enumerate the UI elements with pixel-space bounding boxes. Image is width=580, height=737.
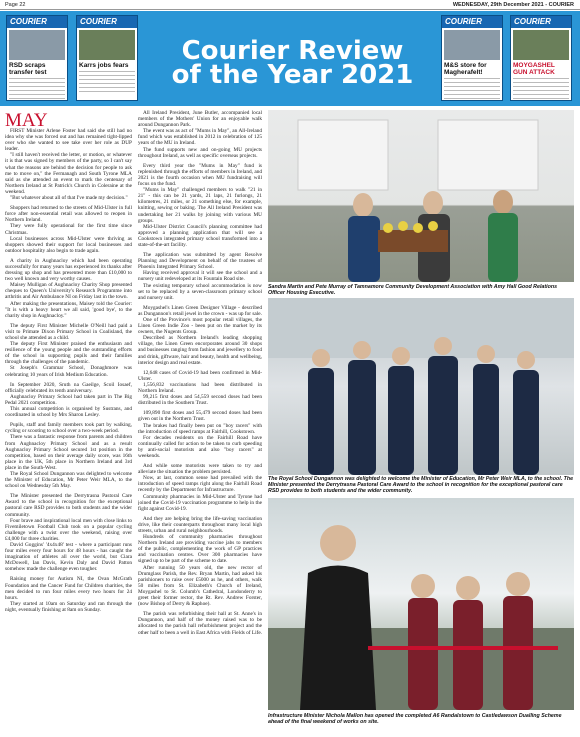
person-body bbox=[473, 364, 499, 475]
article-paragraph: Now, at last, common sense had prevailed with the introduction of speed ramps right along the Fairhill Road recently by the Department for Infrastructure. bbox=[138, 475, 262, 494]
page-title-line-1: Courier Review bbox=[181, 36, 404, 66]
article-paragraph: David Goggins' '4x4x48' test - where a participant runs four miles every four hours for 48 hours - has caught the imagination of athletes all over the world, but Ciara McDowell, Ian Davis, Kevin Daly and David Patton somehow made the challenge even tougher. bbox=[5, 542, 132, 573]
person-head bbox=[423, 191, 443, 215]
building-window bbox=[298, 120, 388, 190]
article-paragraph: 109,890 first doses and 55,479 second doses had been given out in the Northern Trust. bbox=[138, 410, 262, 423]
article-paragraph: "I still haven't received the letter, or motion, or whatever it is that was signed by members of the party, so I can't say what the reasons are behind the decision for people to ask me to move on," the Fermanagh and South Tyrone MLA said as she attended an event to mark the centenary of Northern Ireland at St Patrick's Church in Coleraine at the weekend. bbox=[5, 152, 132, 195]
article-paragraph: "But whatever about all of that I've made my decision." bbox=[10, 195, 128, 202]
thumbnail-text-lines bbox=[9, 78, 65, 101]
article-paragraph: The deputy First Minister Michelle O'Neill had paid a visit to Primate Dixon Primary School in Coalisland, the school she attended as a child. bbox=[5, 322, 132, 341]
child-body bbox=[408, 598, 438, 710]
publication-date: WEDNESDAY, 29th December 2021 - COURIER bbox=[452, 2, 574, 8]
article-paragraph: Shoppers had returned to the streets of Mid-Ulster in full force after non-essential retail was allowed to reopen in Northern Ireland. bbox=[5, 205, 132, 224]
person-body bbox=[348, 216, 380, 282]
article-paragraph: All Ireland President, June Butler, accompanied local members of the Mothers' Union for an enjoyable walk around Dungannon Park. bbox=[138, 110, 262, 129]
person-body bbox=[488, 213, 518, 282]
article-paragraph: Moygashel's Linen Green Designer Village - described as Dungannon's retail jewel in the crown - was up for sale. bbox=[138, 304, 262, 317]
page-title bbox=[150, 36, 435, 90]
article-paragraph: 99,215 first doses and 54,559 second doses had been distributed in the Southern Trust. bbox=[138, 394, 262, 407]
thumbnail-headline: M&S store for Magherafelt! bbox=[444, 62, 487, 76]
child-head bbox=[506, 572, 530, 596]
person-head bbox=[517, 351, 535, 369]
article-paragraph: After making the presentations, Maisey told the Courier: "It is with a heavy heart we all said, 'good bye', to the charity shop in Aughnacloy." bbox=[5, 300, 132, 319]
person-body bbox=[300, 566, 376, 711]
article-paragraph: Hundreds of community pharmacies throughout Northern Ireland are providing vaccine jabs to members of the public, complementing the work of GP practices and vaccination centres. Over 300 pharmacies have signed up to be part of the scheme to date. bbox=[138, 534, 262, 565]
front-page-thumbnail bbox=[510, 15, 572, 101]
photo-tamnamore-flowers bbox=[268, 110, 574, 282]
person-body bbox=[308, 368, 334, 475]
photo-3-illustration bbox=[268, 498, 574, 710]
article-paragraph: Pupils, staff and family members took part by walking, cycling or scooting to school over a two-week period. bbox=[5, 422, 132, 435]
flower bbox=[428, 221, 438, 231]
article-paragraph: There was a fantastic response from parents and children from Aughnacloy Primary School and as a result Aughnacloy Primary School secured 1st position in the competition, based on their average daily score, was 16th place in the UK, 5th place in Northern Ireland and 3rd place in the South-West. bbox=[5, 434, 132, 471]
article-paragraph: Maisey Mulligan of Aughnacloy Charity Shop presented cheques to Queen's University's Research Programme into arthritis and Air Ambulance NI on Friday last in the town. bbox=[5, 282, 132, 301]
article-paragraph: The Royal School Dungannon was delighted to welcome the Minister of Education, Mr Peter Weir MLA, to the school on Wednesday 5th May. bbox=[5, 470, 132, 490]
article-paragraph: Community pharmacies in Mid-Ulster and Tyrone had joined the Covid-19 vaccination programme to help in the fight against Covid-19. bbox=[138, 493, 262, 512]
article-paragraph: The brakes had finally been put on "boy racers" with the introduction of speed ramps at Fairhill, Cookstown. bbox=[138, 422, 262, 435]
photo-caption: The Royal School Dungannon was delighted to welcome the Minister of Education, Mr Peter Weir MLA, to the school. The Minister presented the Derrytrasna Pastoral Care Award to the school in recognition for the exceptional pastoral care RSD provides to both students and the wider community. bbox=[268, 476, 574, 494]
photo-2-illustration bbox=[268, 298, 574, 475]
person-body bbox=[388, 366, 414, 475]
article-paragraph: The application was submitted by agent Resolve Planning and Development on behalf of the trustees of Phoenix Integrated Primary School. bbox=[138, 252, 262, 271]
article-column-middle bbox=[138, 110, 262, 708]
person-body bbox=[428, 356, 458, 475]
article-paragraph: Every third year the "Mums in May" fund is replenished through the efforts of members in Ireland, and 2021 is the fourth occasion when MU fundraising will focus on the fund. bbox=[138, 162, 262, 188]
person-head bbox=[392, 347, 410, 365]
article-paragraph: They were fully operational for the first time since Christmas. bbox=[5, 223, 132, 236]
month-heading: MAY bbox=[5, 110, 48, 131]
thumbnail-photo bbox=[79, 30, 135, 60]
article-paragraph: FIRST Minister Arlene Foster had said she still had no idea why she was forced out and has remained tight-lipped over who she wanted to see take over her role as DUP leader. bbox=[5, 128, 132, 153]
thumbnail-text-lines bbox=[79, 71, 135, 95]
thumbnail-masthead: COURIER bbox=[77, 16, 137, 28]
photo-1-illustration bbox=[268, 110, 574, 282]
person-head bbox=[493, 190, 513, 214]
photo-caption: Sandra Martin and Pete Murray of Tamnamore Community Development Association with Amy Hall Good Relations Officer Housing Executive. bbox=[268, 284, 558, 296]
person-head bbox=[353, 193, 373, 217]
article-paragraph: The fund supports new and on-going MU projects throughout Ireland, as well as specific overseas projects. bbox=[138, 146, 262, 159]
flower bbox=[398, 221, 408, 231]
article-paragraph: They started at 10am on Saturday and ran through the night, eventually finishing at 8am on Sunday. bbox=[5, 600, 132, 613]
article-paragraph: "Mums in May" challenged members to walk "21 in 21" - this can be 21 yards, 21 laps, 21 furlongs, 21 kilometres, 21 miles, or 21 something else, for example, knitting, sewing or baking. The All Ireland President was undertaking her 21 walks by joining with various MU groups. bbox=[138, 187, 262, 224]
article-paragraph: Aughnacloy Primary School had taken part in The Big Pedal 2021 competition. bbox=[5, 393, 132, 406]
photo-a6-ribbon-cutting bbox=[268, 498, 574, 710]
article-paragraph: In September 2020, Sruth na Gaeilge, Scoil Iosaef, officially celebrated its tenth anniversary. bbox=[5, 381, 132, 394]
thumbnail-headline: MOYGASHEL GUN ATTACK bbox=[513, 62, 555, 76]
article-paragraph: The event was as act of "Mums in May", an All-Ireland fund which was established in 2012 in celebration of 125 years of the MU in Ireland. bbox=[138, 128, 262, 147]
article-paragraph: This annual competition is organised by Sustrans, and coordinated in school by Mrs Sharon Lesley. bbox=[5, 406, 132, 419]
article-paragraph: The existing temporary school accommodation is now set to be replaced by a seven-classroom primary school and nursery unit. bbox=[138, 282, 262, 301]
person-body bbox=[348, 360, 376, 475]
article-paragraph: St Joseph's Grammar School, Donaghmore was celebrating 10 years of Irish Medium Education. bbox=[5, 365, 132, 378]
person-head bbox=[353, 341, 371, 359]
photo-caption: Infrastructure Minister Nichola Mallon has opened the completed A6 Randalstown to Castledawson Dualling Scheme ahead of the final weekend of works on site. bbox=[268, 713, 562, 725]
thumbnail-headline: Karrs jobs fears bbox=[79, 62, 129, 69]
article-paragraph: After running 50 years old, the new rector of Drumglass Parish, the Rev. Bryan Martin, had asked his parishioners to raise over £5000 as he, and others, walk 50 miles from St. Elizabeth's Church of Ireland, Moygashel to St. Columb's Cathedral, Londonderry to greet their former rector, the Rt. Rev. Andrew Forster, (now Bishop of Derry & Raphoe). bbox=[138, 564, 262, 608]
article-paragraph: For decades residents on the Fairhill Road have continually called for action to be taken to curb speeding by anti-social motorists and also "boy racers" at weekends. bbox=[138, 434, 262, 459]
thumbnail-masthead: COURIER bbox=[7, 16, 67, 28]
article-paragraph: The deputy First Minister praised the enthusiasm and resilience of the young people and the outstanding efforts of the school in supporting pupils and their families through the challenges of the pandemic. bbox=[5, 341, 132, 366]
person-head bbox=[434, 337, 452, 355]
page-title-line-2: of the Year 2021 bbox=[171, 60, 414, 90]
thumbnail-text-lines bbox=[444, 78, 500, 101]
article-paragraph: Described as Northern Ireland's leading shopping village, the Linen Green encorporates around 30 shops and businesses ranging from fashion and jewellery to food and drink, giftware, hair and beauty, health and wellbeing, interior design and real estate. bbox=[138, 335, 262, 366]
thumbnail-photo bbox=[444, 30, 500, 60]
child-body bbox=[503, 596, 533, 710]
thumbnail-photo bbox=[513, 30, 569, 60]
front-page-thumbnail bbox=[441, 15, 503, 101]
front-page-thumbnail bbox=[76, 15, 138, 101]
person-head bbox=[320, 525, 356, 561]
front-page-thumbnail bbox=[6, 15, 68, 101]
article-paragraph: The parish was refurbishing their hall at St. Anne's in Dungannon, and half of the money raised was to be allocated to the parish hall refurbishment project and the other half to been a well in East Africa with Fields of Life. bbox=[138, 611, 262, 636]
thumbnail-masthead: COURIER bbox=[511, 16, 571, 28]
article-paragraph: A charity in Aughnacloy which had been operating successfully for many years has experienced its thanks after dressing up shop and has presented more than £10,000 to two well known and very worthy causes. bbox=[5, 257, 132, 283]
thumbnail-text-lines bbox=[513, 78, 569, 101]
child-body bbox=[453, 600, 483, 710]
article-paragraph: And while some motorists were taken to try and alleviate the situation the problem persisted. bbox=[138, 463, 262, 476]
flower bbox=[383, 223, 393, 233]
article-paragraph: The Minister presented the Derrytrasna Pastoral Care Award to the school in recognition for the exceptional pastoral care RSD provides to both students and the wider community. bbox=[5, 493, 132, 518]
article-paragraph: Four brave and inspirational local men with close links to Fivemiletown Football Club took on a popular cycling challenge with a twist over the weekend, raising over £4,000 for three charities. bbox=[5, 517, 132, 542]
thumbnail-headline: RSD scraps transfer test bbox=[9, 62, 47, 76]
flower bbox=[413, 223, 423, 233]
review-banner bbox=[0, 11, 580, 106]
article-paragraph: Having received approval it will see the school and a nursery unit redeveloped at its Fountain Road site. bbox=[138, 270, 262, 283]
thumbnail-masthead: COURIER bbox=[442, 16, 502, 28]
article-paragraph: Local businesses across Mid-Ulster were thriving as shoppers showed their support for local businesses and outdoor hospitality also begin to trade again. bbox=[5, 235, 132, 254]
wall-background bbox=[268, 298, 574, 358]
article-paragraph: 12,648 cases of Covid-19 had been confirmed in Mid-Ulster. bbox=[138, 369, 262, 382]
article-column-left bbox=[5, 128, 132, 703]
thumbnail-photo bbox=[9, 30, 65, 60]
article-paragraph: Mid-Ulster District Council's planning committee had approved a planning application that will see a Cookstown integrated primary school transformed into a state-of-the-art facility. bbox=[138, 223, 262, 248]
person-head bbox=[477, 345, 495, 363]
person-body bbox=[513, 370, 539, 475]
building-window bbox=[438, 120, 538, 190]
page-number: Page 22 bbox=[5, 2, 26, 8]
child-head bbox=[411, 574, 435, 598]
person-head bbox=[312, 349, 330, 367]
child-head bbox=[456, 576, 480, 600]
article-paragraph: Raising money for Autism NI, the Ovan McGrath Foundation and the Cancer Fund for Children charities, the men decided to run four miles every two hours for 24 hours. bbox=[5, 576, 132, 601]
page-header bbox=[0, 0, 580, 10]
photo-royal-school-award bbox=[268, 298, 574, 475]
article-paragraph: And they are helping bring the life-saving vaccination drive, like their counterparts throughout many local high streets, urban and rural neighbourhoods. bbox=[138, 515, 262, 534]
article-paragraph: One of the Province's most popular retail villages, the Linen Green Indie Zoo - been put on the market by its owners, the Nugents Group. bbox=[138, 317, 262, 336]
article-paragraph: 1,556,832 vaccinations had been distributed in Northern Ireland. bbox=[138, 381, 262, 395]
flower-tray bbox=[378, 230, 448, 252]
